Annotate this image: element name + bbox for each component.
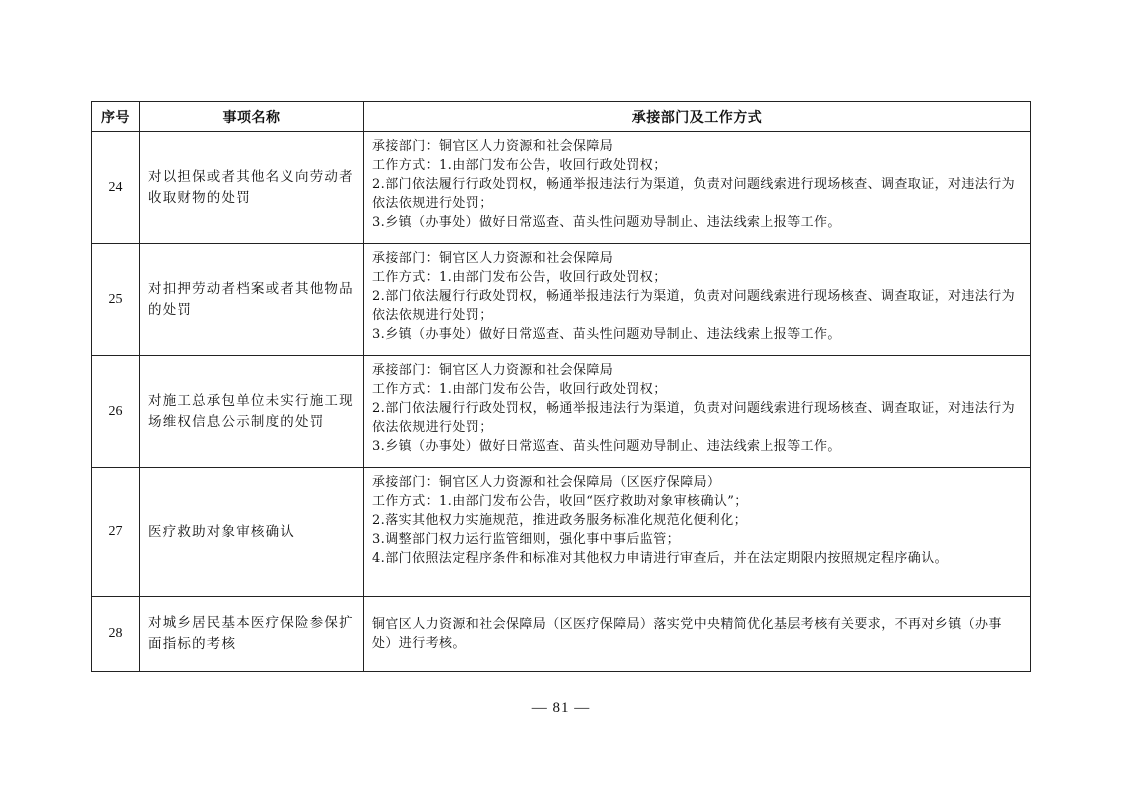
method-line: 铜官区人力资源和社会保障局（区医疗保障局）落实党中央精简优化基层考核有关要求，不再对乡镇（办事处）进行考核。: [372, 617, 1002, 651]
table-row: [92, 356, 1031, 468]
method-line: 工作方式：1.由部门发布公告，收回行政处罚权；: [372, 270, 667, 285]
matters-table: [91, 101, 1031, 672]
dept-line: 承接部门：铜官区人力资源和社会保障局: [372, 363, 614, 378]
dept-line: 承接部门：铜官区人力资源和社会保障局（区医疗保障局）: [372, 475, 721, 490]
row-serial-number: 27: [92, 468, 140, 597]
header-serial-number: 序号: [92, 102, 140, 132]
method-line: 2.部门依法履行行政处罚权，畅通举报违法行为渠道，负责对问题线索进行现场核查、调查取证，对违法行为依法依规进行处罚；: [372, 177, 1016, 211]
page-number: — 81 —: [531, 700, 591, 716]
dept-line: 承接部门：铜官区人力资源和社会保障局: [372, 139, 614, 154]
row-serial-number: 25: [92, 244, 140, 356]
method-line: 工作方式：1.由部门发布公告，收回行政处罚权；: [372, 382, 667, 397]
row-department-method: [364, 244, 1031, 356]
method-line: 工作方式：1.由部门发布公告，收回“医疗救助对象审核确认”；: [372, 494, 748, 509]
row-matter-name: 对城乡居民基本医疗保险参保扩面指标的考核: [140, 597, 364, 672]
row-matter-name: 医疗救助对象审核确认: [140, 468, 364, 597]
method-line: 3.调整部门权力运行监管细则，强化事中事后监管；: [372, 532, 681, 547]
row-matter-name: 对施工总承包单位未实行施工现场维权信息公示制度的处罚: [140, 356, 364, 468]
table-row: [92, 132, 1031, 244]
row-department-method: [364, 356, 1031, 468]
header-department-and-method: 承接部门及工作方式: [364, 102, 1031, 132]
method-line: 2.落实其他权力实施规范，推进政务服务标准化规范化便利化；: [372, 513, 748, 528]
method-line: 3.乡镇（办事处）做好日常巡查、苗头性问题劝导制止、违法线索上报等工作。: [372, 439, 841, 454]
row-department-method: [364, 597, 1031, 672]
row-serial-number: 24: [92, 132, 140, 244]
dept-line: 承接部门：铜官区人力资源和社会保障局: [372, 251, 614, 266]
method-line: 工作方式：1.由部门发布公告，收回行政处罚权；: [372, 158, 667, 173]
method-line: 3.乡镇（办事处）做好日常巡查、苗头性问题劝导制止、违法线索上报等工作。: [372, 215, 841, 230]
table-row: [92, 468, 1031, 597]
method-line: 4.部门依照法定程序条件和标准对其他权力申请进行审查后，并在法定期限内按照规定程序确认。: [372, 551, 949, 566]
header-matter-name: 事项名称: [140, 102, 364, 132]
row-matter-name: 对以担保或者其他名义向劳动者收取财物的处罚: [140, 132, 364, 244]
table-header-row: [92, 102, 1031, 132]
method-line: 2.部门依法履行行政处罚权，畅通举报违法行为渠道，负责对问题线索进行现场核查、调查取证，对违法行为依法依规进行处罚；: [372, 289, 1016, 323]
method-line: 3.乡镇（办事处）做好日常巡查、苗头性问题劝导制止、违法线索上报等工作。: [372, 327, 841, 342]
table-row: [92, 244, 1031, 356]
row-matter-name: 对扣押劳动者档案或者其他物品的处罚: [140, 244, 364, 356]
row-serial-number: 26: [92, 356, 140, 468]
row-department-method: [364, 468, 1031, 597]
method-line: 2.部门依法履行行政处罚权，畅通举报违法行为渠道，负责对问题线索进行现场核查、调查取证，对违法行为依法依规进行处罚；: [372, 401, 1016, 435]
table-row: [92, 597, 1031, 672]
row-department-method: [364, 132, 1031, 244]
row-serial-number: 28: [92, 597, 140, 672]
